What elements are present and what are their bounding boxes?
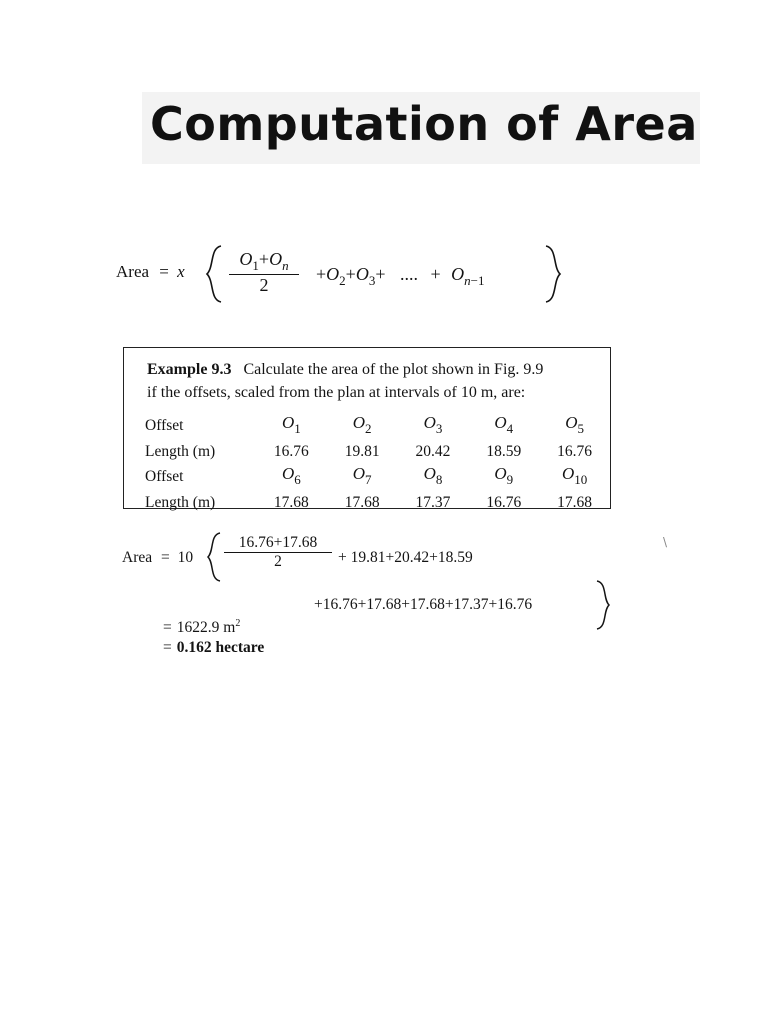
solution-line2-terms: +16.76+17.68+17.68+17.37+16.76 <box>314 596 533 613</box>
offset-length: 17.37 <box>415 493 451 511</box>
formula-denominator: 2 <box>259 275 269 295</box>
formula-lhs: Area <box>116 262 150 281</box>
offset-symbol: $O_9$ <box>494 464 514 487</box>
offset-length: 19.81 <box>344 442 380 460</box>
page-title: Computation of Area <box>150 97 698 151</box>
offset-symbol: $O_6$ <box>281 464 301 487</box>
solution-result-hectare: = 0.162 hectare <box>163 639 265 656</box>
offset-symbol: $O_8$ <box>423 464 443 487</box>
offsets-table <box>145 412 610 514</box>
example-heading: Example 9.3 <box>147 361 232 378</box>
example-text-line1: Example 9.3 Calculate the area of the plot shown in Fig. 9.9 <box>147 361 544 378</box>
solution-lhs: Area <box>122 549 153 566</box>
solution-fraction: 16.76+17.68 2 <box>224 534 332 571</box>
offset-symbol: $O_2$ <box>352 413 372 436</box>
row-label: Offset <box>145 468 184 485</box>
offset-length: 17.68 <box>273 493 309 511</box>
offset-length: 17.68 <box>344 493 380 511</box>
offset-symbol: $O_{10}$ <box>561 464 588 487</box>
offset-symbol: $O_5$ <box>565 413 584 436</box>
offset-symbol: $O_4$ <box>494 413 514 436</box>
offset-symbol: $O_1$ <box>281 413 301 436</box>
offset-length: 20.42 <box>415 442 451 460</box>
table-row <box>145 412 610 441</box>
offset-length: 16.76 <box>557 442 593 460</box>
solution-interval: 10 <box>177 549 194 566</box>
right-brace-icon <box>543 245 563 303</box>
solution-result-area: = 1622.9 $m^2$ <box>163 618 241 637</box>
table-row <box>145 441 610 464</box>
formula-equals: = <box>159 262 169 281</box>
solution-line1-terms: + 19.81+20.42+18.59 <box>338 549 473 566</box>
stray-mark: \ <box>663 535 668 549</box>
table-row <box>145 463 610 492</box>
row-label: Offset <box>145 417 184 434</box>
example-box <box>123 347 611 509</box>
offset-length: 16.76 <box>486 493 522 511</box>
offset-length: 17.68 <box>557 493 593 511</box>
offset-symbol: $O_7$ <box>352 464 372 487</box>
solution-right-brace-icon <box>594 580 612 630</box>
row-label: Length (m) <box>145 442 216 460</box>
solution-left-brace-icon <box>205 532 223 582</box>
row-label: Length (m) <box>145 493 216 511</box>
formula-multiplier: x <box>177 262 185 281</box>
table-row <box>145 492 610 515</box>
example-text-line2: if the offsets, scaled from the plan at intervals of 10 m, are: <box>147 384 526 401</box>
formula-fraction: $O_1+O_n$ 2 <box>229 249 299 296</box>
left-brace-icon <box>204 245 224 303</box>
offset-length: 18.59 <box>486 442 522 460</box>
offset-length: 16.76 <box>273 442 309 460</box>
formula-terms: $+O_2+O_3+$ .... + $O_{n-1}$ <box>316 264 485 288</box>
offset-symbol: $O_3$ <box>423 413 443 436</box>
